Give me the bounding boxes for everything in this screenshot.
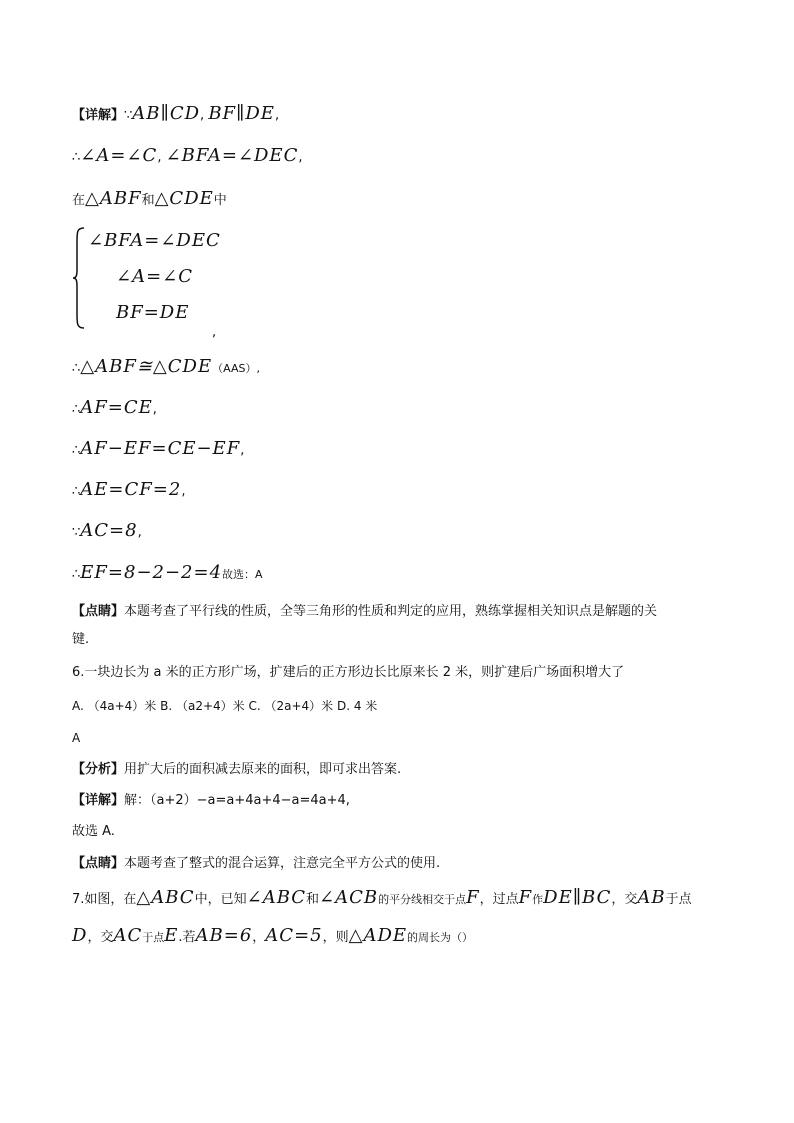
- comment-2-label: 【点睛】: [72, 856, 125, 871]
- comment-label: 【点睛】: [72, 604, 125, 619]
- detail-label: 【详解】: [72, 108, 125, 123]
- detail-line-3: 在△ABF和△CDE中: [72, 188, 227, 209]
- detail-line-8: ∵AC=8,: [72, 520, 142, 541]
- system-row-2: ∠A=∠C: [116, 266, 194, 287]
- detail-line-6: ∴AF−EF=CE−EF,: [72, 438, 245, 459]
- system-brace: [72, 226, 86, 330]
- comment-2: 【点睛】本题考查了整式的混合运算，注意完全平方公式的使用.: [72, 856, 441, 871]
- analysis: 【分析】用扩大后的面积减去原来的面积，即可求出答案.: [72, 762, 402, 777]
- analysis-label: 【分析】: [72, 762, 125, 777]
- detail-line-4: ∴△ABF≅△CDE（AAS）,: [72, 356, 260, 377]
- detail-2-label: 【详解】: [72, 793, 125, 808]
- detail-line-7: ∴AE=CF=2,: [72, 479, 186, 500]
- choose-line: 故选 A.: [72, 824, 115, 839]
- detail-line-1: 【详解】∵AB∥CD, BF∥DE,: [72, 103, 280, 124]
- comment-1-cont: 键.: [72, 632, 90, 647]
- detail-2: 【详解】解：（a+2）−a=a+4a+4−a=4a+4,: [72, 793, 350, 808]
- system-comma: ,: [212, 325, 217, 340]
- system-row-1: ∠BFA=∠DEC: [88, 230, 221, 251]
- question-6-stem: 6.一块边长为 a 米的正方形广场，扩建后的正方形边长比原来长 2 米，则扩建后广场面积增大了: [72, 665, 625, 680]
- detail-line-9: ∴EF=8−2−2=4故选：A: [72, 562, 263, 583]
- question-7-line-1: 7.如图，在△ABC中，已知∠ABC和∠ACB的平分线相交于点F，过点F作DE∥BC，交AB于点: [72, 887, 692, 908]
- system-row-3: BF=DE: [116, 302, 190, 323]
- detail-line-2: ∴∠A=∠C, ∠BFA=∠DEC,: [72, 145, 303, 166]
- question-7-line-2: D，交AC于点E.若AB=6，AC=5，则△ADE的周长为（）: [72, 925, 474, 946]
- detail-line-5: ∴AF=CE,: [72, 397, 157, 418]
- question-6-options: A. （4a+4）米 B. （a2+4）米 C. （2a+4）米 D. 4 米: [72, 699, 378, 713]
- question-6-answer: A: [72, 731, 81, 745]
- comment-1: 【点睛】本题考查了平行线的性质，全等三角形的性质和判定的应用，熟练掌握相关知识点是解题的关: [72, 604, 658, 619]
